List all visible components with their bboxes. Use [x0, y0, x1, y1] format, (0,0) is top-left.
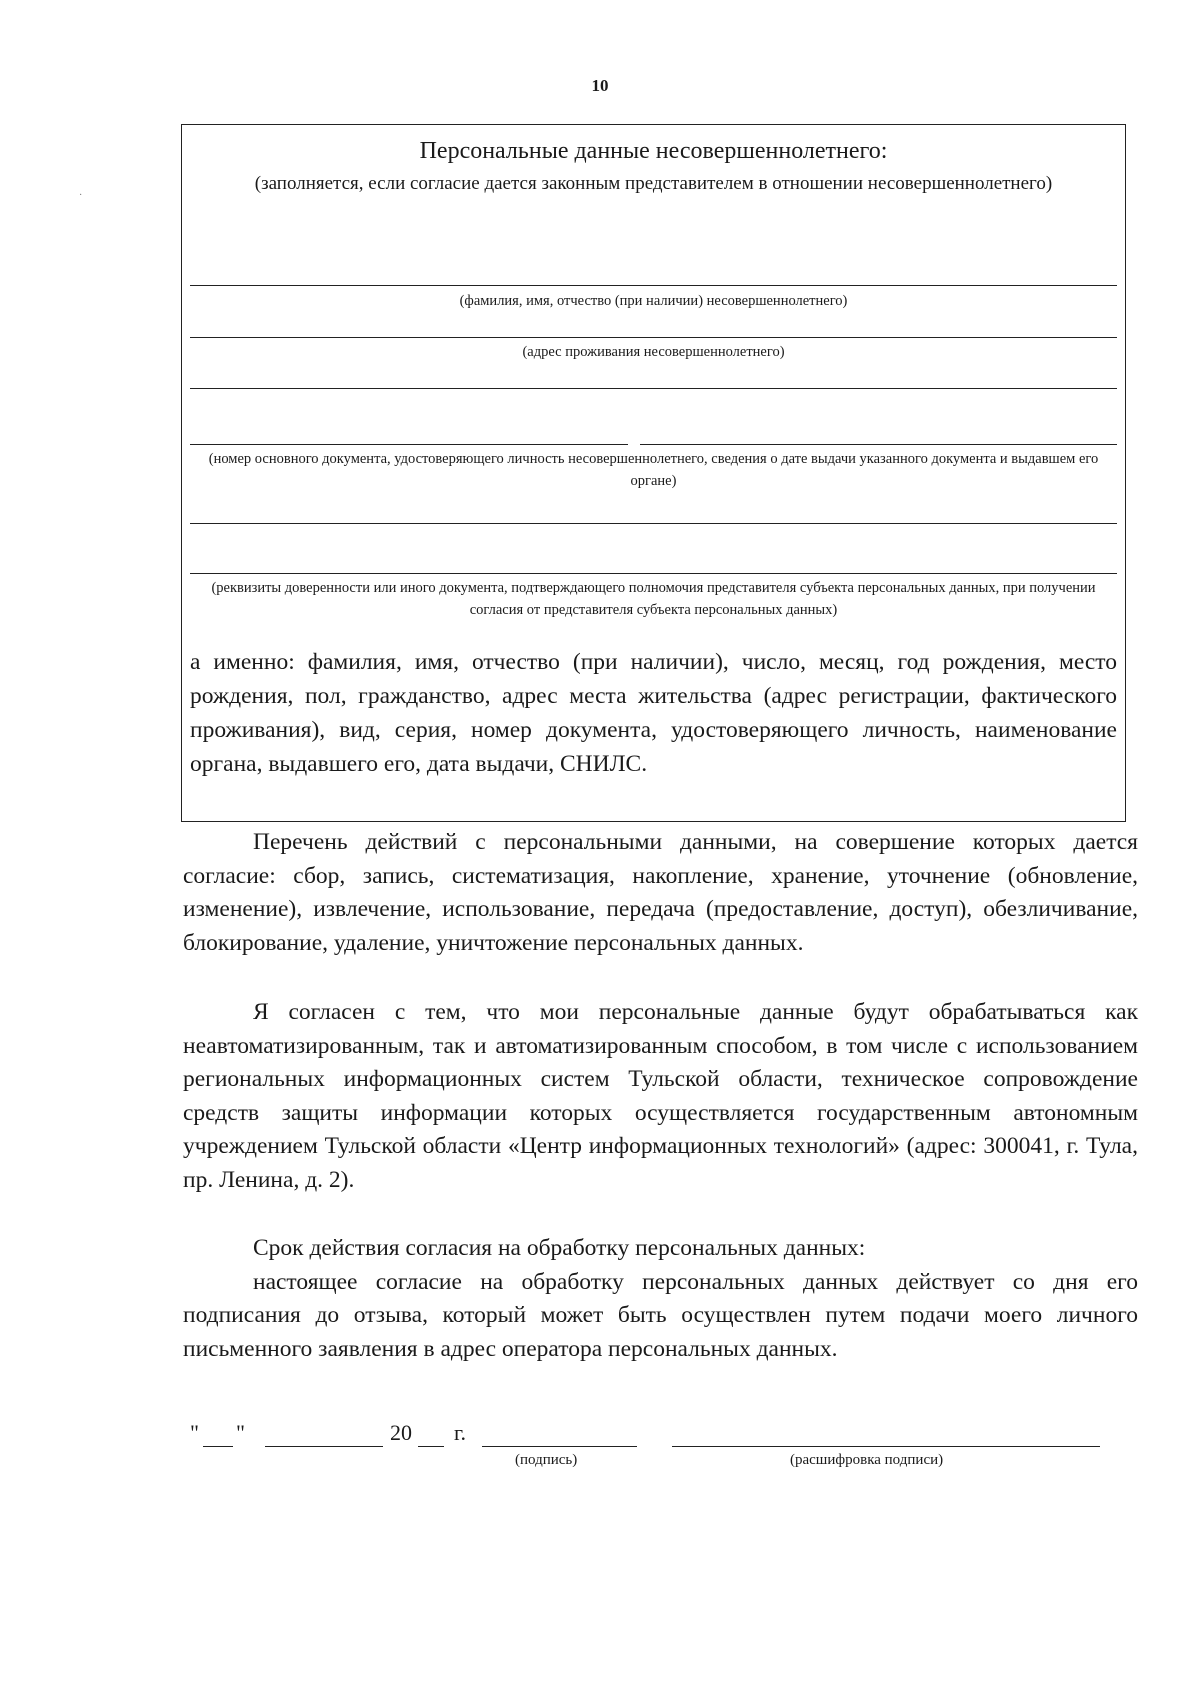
signature-blank — [482, 1446, 637, 1447]
actions-paragraph: Перечень действий с персональными данными, на совершение которых дается согласие: сбор, запись, систематизация, накопление, хранение, уточнение (обновление, изменение), извлечение, использование, передача (предоставление, доступ), обезличивание, блокирование, удаление, уничтожение персональных данных. — [183, 829, 1138, 956]
signature-row — [190, 1420, 1110, 1480]
attorney-blank-line-1 — [190, 523, 1117, 524]
attorney-blank-line-2 — [190, 573, 1117, 574]
document-caption: (номер основного документа, удостоверяющего личность несовершеннолетнего, сведения о дате выдачи указанного документа и выдавшем его органе) — [208, 451, 1099, 489]
document-blank-line-1 — [190, 388, 1117, 389]
date-quote-close: " — [236, 1420, 245, 1445]
signature-caption: (подпись) — [515, 1452, 578, 1468]
scan-mark: · — [79, 190, 83, 201]
processing-paragraph-block — [183, 996, 1138, 1197]
transcript-blank — [672, 1446, 1100, 1447]
address-blank-line — [190, 337, 1117, 338]
fio-blank-line — [190, 285, 1117, 286]
year-prefix: 20 — [390, 1420, 412, 1445]
fio-caption: (фамилия, имя, отчество (при наличии) несовершеннолетнего) — [459, 293, 848, 309]
day-blank — [203, 1446, 233, 1447]
document-blank-line-2a — [190, 444, 628, 445]
term-paragraph: настоящее согласие на обработку персональных данных действует со дня его подписания до отзыва, который может быть осуществлен путем подачи моего личного письменного заявления в адрес оператора персональных данных. — [183, 1268, 1138, 1362]
section-subtitle: (заполняется, если согласие дается законным представителем в отношении несовершеннолетнего) — [254, 173, 1053, 194]
term-heading: Срок действия согласия на обработку персональных данных: — [253, 1235, 866, 1261]
date-quote-open: " — [190, 1420, 199, 1445]
actions-paragraph-block — [183, 826, 1138, 960]
attorney-caption: (реквизиты доверенности или иного документа, подтверждающего полномочия представителя субъекта персональных данных, при получении согласия от представителя субъекта персональных данных) — [211, 580, 1096, 618]
document-blank-line-2b — [640, 444, 1117, 445]
address-caption: (адрес проживания несовершеннолетнего) — [522, 344, 785, 360]
data-list-text: а именно: фамилия, имя, отчество (при наличии), число, месяц, год рождения, место рождения, пол, гражданство, адрес места жительства (адрес регистрации, фактического проживания), вид, серия, номер документа, удостоверяющего личность, наименование органа, выдавшего его, дата выдачи, СНИЛС. — [190, 649, 1117, 777]
transcript-caption: (расшифровка подписи) — [790, 1452, 944, 1468]
month-blank — [265, 1446, 383, 1447]
year-blank — [418, 1446, 444, 1447]
year-suffix: г. — [454, 1420, 467, 1445]
processing-paragraph: Я согласен с тем, что мои персональные данные будут обрабатываться как неавтоматизированным, так и автоматизированным способом, в том числе с использованием региональных информационных систем Тульской области, техническое сопровождение средств защиты информации которых осуществляется государственным автономным учреждением Тульской области «Центр информационных технологий» (адрес: 300041, г. Тула, пр. Ленина, д. 2). — [183, 999, 1138, 1193]
page-number: 10 — [591, 76, 609, 95]
term-block — [183, 1232, 1138, 1366]
minor-data-section — [181, 124, 1126, 822]
section-title: Персональные данные несовершеннолетнего: — [419, 138, 888, 164]
